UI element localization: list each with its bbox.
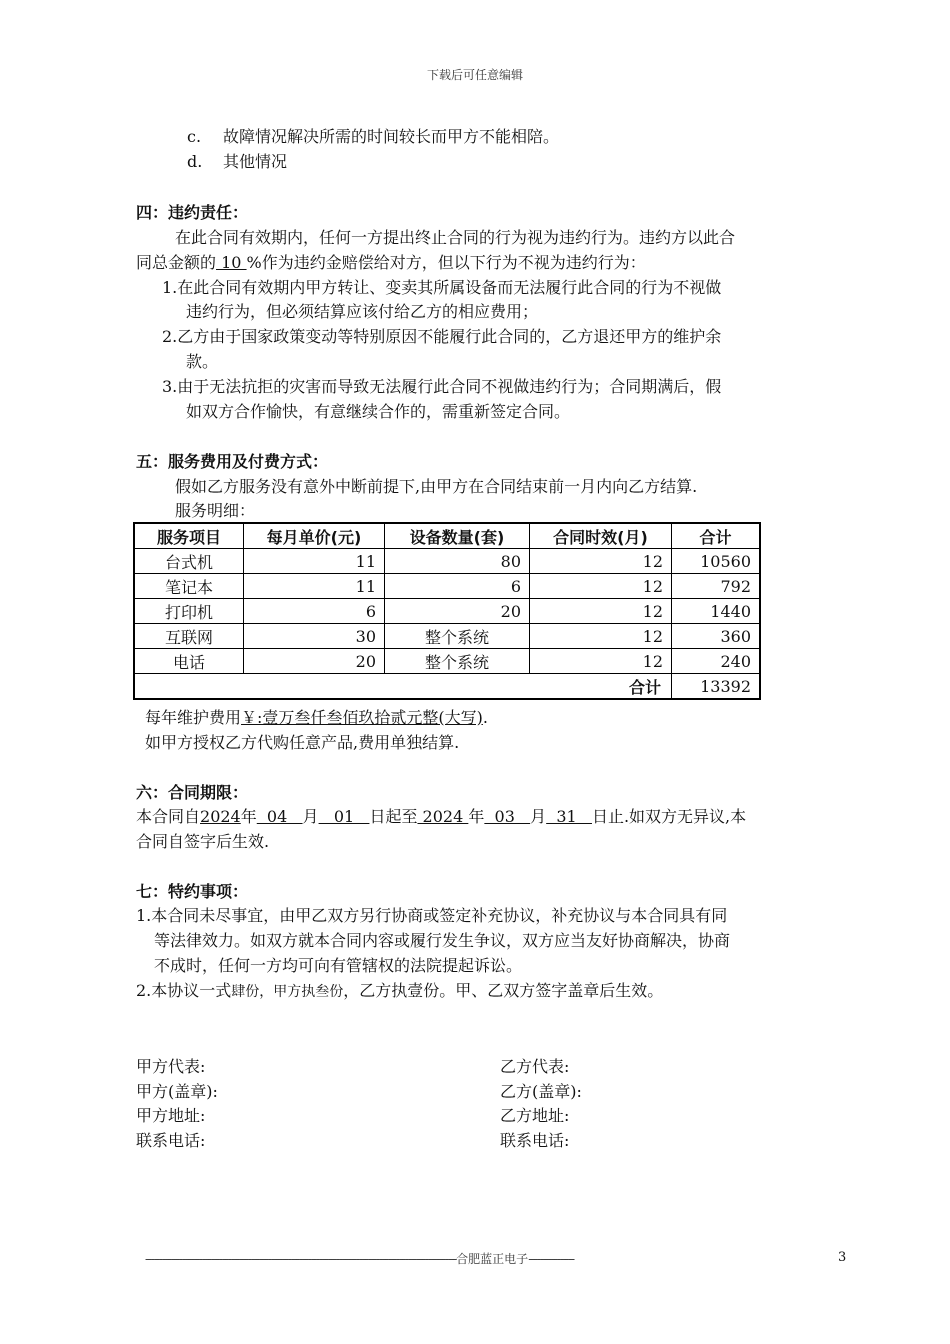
table-cell: 20	[385, 599, 530, 624]
table-row	[134, 574, 760, 599]
period-text: 日止.如双方无异议,本	[591, 807, 747, 826]
table-header: 合计	[672, 523, 761, 549]
party-a-seal: 甲方(盖章):	[136, 1082, 218, 1101]
table-cell: 11	[244, 549, 385, 574]
table-cell: 10560	[672, 549, 761, 574]
period-text: 月	[530, 807, 547, 826]
table-row	[134, 599, 760, 624]
end-month: 03	[484, 807, 531, 826]
end-day: 31	[546, 807, 592, 826]
s4-text: %作为违约金赔偿给对方，但以下行为不视为违约行为：	[246, 253, 646, 272]
table-cell: 30	[244, 624, 385, 649]
fee-amount: ￥:壹万叁仟叁佰玖拾贰元整(大写)	[241, 708, 483, 727]
fee-label: 每年维护费用	[145, 708, 242, 727]
list-marker: d.	[187, 152, 203, 171]
list-text: 故障情况解决所需的时间较长而甲方不能相陪。	[223, 127, 560, 146]
table-cell: 12	[530, 649, 672, 674]
s4-paragraph-line2	[136, 252, 646, 274]
table-cell: 台式机	[134, 549, 244, 574]
footer-company: 合肥蓝正电子	[456, 1252, 529, 1266]
annual-fee-line	[145, 707, 488, 729]
page-footer	[145, 1250, 865, 1267]
table-cell: 12	[530, 574, 672, 599]
penalty-percent: 10	[216, 253, 247, 272]
s4-item2-line2: 款。	[186, 352, 219, 371]
end-year: 2024	[417, 807, 469, 826]
contract-period-line2: 合同自签字后生效.	[136, 832, 270, 851]
s5-paragraph: 假如乙方服务没有意外中断前提下,由甲方在合同结束前一月内向乙方结算.	[175, 477, 698, 496]
party-a-phone: 联系电话:	[136, 1131, 206, 1150]
list-text: 其他情况	[223, 152, 288, 171]
table-row	[134, 549, 760, 574]
table-cell: 792	[672, 574, 761, 599]
table-cell: 1440	[672, 599, 761, 624]
party-a-address: 甲方地址:	[136, 1106, 206, 1125]
fee-period: .	[482, 708, 488, 727]
table-cell: 6	[244, 599, 385, 624]
section-6-title: 六：合同期限：	[136, 783, 249, 802]
period-text: 年	[240, 807, 257, 826]
s4-item1-line2: 违约行为，但必须结算应该付给乙方的相应费用；	[186, 302, 539, 321]
footer-dashes-left: -------------------------------------------------------------------------------------------------------------	[145, 1252, 457, 1266]
table-cell: 20	[244, 649, 385, 674]
footer-dashes-right: ----------------	[528, 1252, 574, 1266]
list-item-c	[187, 126, 559, 148]
table-cell: 80	[385, 549, 530, 574]
s4-paragraph-line1: 在此合同有效期内，任何一方提出终止合同的行为视为违约行为。违约方以此合	[175, 228, 736, 247]
table-cell: 笔记本	[134, 574, 244, 599]
period-text: 月	[302, 807, 319, 826]
contract-period-line	[136, 806, 746, 828]
period-text: 年	[468, 807, 485, 826]
s4-item2-line1: 2.乙方由于国家政策变动等特别原因不能履行此合同的，乙方退还甲方的维护余	[162, 327, 722, 346]
s7-text-small: 肆份，甲方执叁份	[231, 984, 344, 1000]
s7-text: 2.本协议一式	[136, 981, 232, 1000]
s7-item1-line1: 1.本合同未尽事宜，由甲乙双方另行协商或签定补充协议，补充协议与本合同具有同	[136, 906, 728, 925]
table-header: 每月单价(元)	[244, 523, 385, 549]
section-5-title: 五：服务费用及付费方式：	[136, 452, 329, 471]
table-cell: 互联网	[134, 624, 244, 649]
table-header-row	[134, 523, 760, 549]
s5-detail-label: 服务明细：	[175, 501, 256, 520]
s4-item1-line1: 1.在此合同有效期内甲方转让、变卖其所属设备而无法履行此合同的行为不视做	[162, 278, 722, 297]
s7-text: ，乙方执壹份。甲、乙双方签字盖章后生效。	[343, 981, 664, 1000]
table-cell: 240	[672, 649, 761, 674]
table-header: 合同时效(月)	[530, 523, 672, 549]
start-day: 01	[318, 807, 370, 826]
period-text: 本合同自	[136, 807, 201, 826]
table-header: 设备数量(套)	[385, 523, 530, 549]
s7-item2	[136, 980, 663, 1003]
table-cell: 打印机	[134, 599, 244, 624]
table-cell: 12	[530, 599, 672, 624]
table-cell: 12	[530, 549, 672, 574]
table-cell: 360	[672, 624, 761, 649]
table-total-row	[134, 674, 760, 700]
start-month: 04	[256, 807, 303, 826]
table-row	[134, 624, 760, 649]
page-number: 3	[838, 1250, 847, 1265]
table-cell: 整个系统	[385, 649, 530, 674]
table-cell: 12	[530, 624, 672, 649]
table-cell: 整个系统	[385, 624, 530, 649]
total-value: 13392	[672, 674, 761, 700]
list-item-d	[187, 151, 287, 173]
party-b-rep: 乙方代表:	[500, 1057, 570, 1076]
table-cell: 电话	[134, 649, 244, 674]
party-a-rep: 甲方代表:	[136, 1057, 206, 1076]
section-4-title: 四：违约责任：	[136, 203, 249, 222]
s7-item1-line2: 等法律效力。如双方就本合同内容或履行发生争议，双方应当友好协商解决，协商	[154, 931, 731, 950]
start-year: 2024	[200, 807, 241, 826]
section-7-title: 七：特约事项：	[136, 882, 249, 901]
s4-text: 同总金额的	[136, 253, 217, 272]
table-cell: 6	[385, 574, 530, 599]
table-cell: 11	[244, 574, 385, 599]
period-text: 日起至	[369, 807, 418, 826]
service-table	[133, 522, 761, 700]
list-marker: c.	[187, 127, 202, 146]
s4-item3-line1: 3.由于无法抗拒的灾害而导致无法履行此合同不视做违约行为；合同期满后，假	[162, 377, 722, 396]
party-b-seal: 乙方(盖章):	[500, 1082, 582, 1101]
s7-item1-line3: 不成时，任何一方均可向有管辖权的法院提起诉讼。	[154, 956, 523, 975]
party-b-phone: 联系电话:	[500, 1131, 570, 1150]
table-row	[134, 649, 760, 674]
total-label: 合计	[134, 674, 672, 700]
party-b-address: 乙方地址:	[500, 1106, 570, 1125]
purchase-note: 如甲方授权乙方代购任意产品,费用单独结算.	[145, 733, 460, 752]
s4-item3-line2: 如双方合作愉快，有意继续合作的，需重新签定合同。	[186, 402, 571, 421]
table-header: 服务项目	[134, 523, 244, 549]
page-header: 下载后可任意编辑	[426, 68, 523, 82]
